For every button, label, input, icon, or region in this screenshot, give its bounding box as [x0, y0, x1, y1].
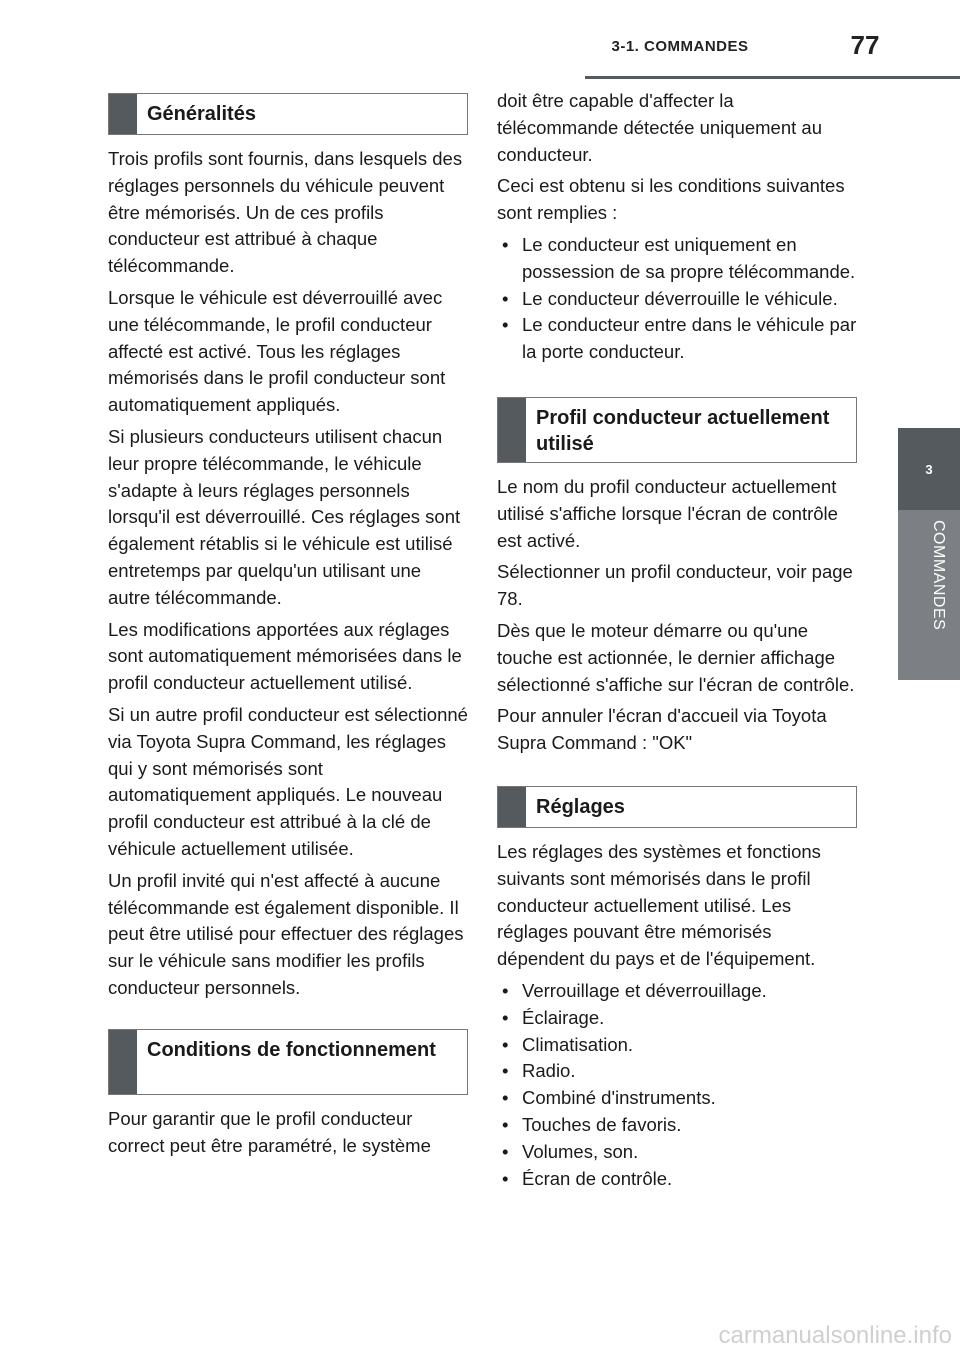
section-title: 3-1. COMMANDES: [611, 38, 749, 55]
heading-bar: [498, 398, 526, 462]
conditions-list: [497, 232, 857, 366]
header-rule: [585, 76, 960, 79]
heading-text: Profil conducteur actuellement utilisé: [536, 406, 830, 455]
heading-profil: [497, 397, 857, 463]
paragraph: doit être capable d'affecter la télécommande détectée uniquement au conducteur.: [497, 90, 822, 165]
paragraph: Ceci est obtenu si les conditions suivantes sont remplies :: [497, 175, 845, 224]
paragraph: Le nom du profil conducteur actuellement utilisé s'affiche lorsque l'écran de contrôle est activé.: [497, 475, 838, 551]
chapter-tab: [898, 428, 960, 510]
list-item: • Volumes, son.: [497, 1139, 857, 1166]
heading-text: Généralités: [147, 103, 256, 125]
paragraph: Dès que le moteur démarre ou qu'une touche est actionnée, le dernier affichage sélectionné s'affiche sur l'écran de contrôle.: [497, 619, 855, 695]
paragraph: Les réglages des systèmes et fonctions suivants sont mémorisés dans le profil conducteur actuellement utilisé. Les réglages pouvant être mémorisés dépendent du pays et de l'équipement.: [497, 840, 821, 970]
heading-conditions: [108, 1029, 468, 1095]
paragraph: Lorsque le véhicule est déverrouillé avec une télécommande, le profil conducteur affecté est activé. Tous les réglages mémorisés dans le profil conducteur sont automatiquement appliqués.: [108, 286, 446, 416]
chapter-label: COMMANDES: [930, 520, 947, 631]
paragraph: Si un autre profil conducteur est sélectionné via Toyota Supra Command, les réglages qui y sont mémorisés sont automatiquement appliqués. Le nouveau profil conducteur est attribué à la clé de véhicule actuellement utilisée.: [108, 703, 468, 859]
list-item: • Verrouillage et déverrouillage.: [497, 978, 857, 1005]
list-item: • Écran de contrôle.: [497, 1166, 857, 1193]
page-number: 77: [850, 30, 880, 60]
heading-bar: [109, 1030, 137, 1094]
list-item: • Le conducteur est uniquement en possession de sa propre télécommande.: [497, 232, 857, 286]
paragraph: Si plusieurs conducteurs utilisent chacun leur propre télécommande, le véhicule s'adapte à leurs réglages personnels lorsqu'il est déverrouillé. Ces réglages sont également rétablis si le véhicule est utilisé entretemps par quelqu'un utilisant une autre télécommande.: [108, 425, 461, 608]
list-item: • Climatisation.: [497, 1032, 857, 1059]
left-column: [108, 93, 468, 1164]
heading-generalites: [108, 93, 468, 135]
list-item: • Le conducteur déverrouille le véhicule.: [497, 286, 857, 313]
paragraph: Trois profils sont fournis, dans lesquels des réglages personnels du véhicule peuvent être mémorisés. Un de ces profils conducteur est attribué à chaque télécommande.: [108, 148, 463, 277]
paragraph: Les modifications apportées aux réglages sont automatiquement mémorisées dans le profil conducteur actuellement utilisé.: [108, 618, 462, 694]
list-item: • Combiné d'instruments.: [497, 1085, 857, 1112]
heading-bar: [498, 787, 526, 827]
watermark[interactable]: carmanualsonline.info: [718, 1322, 952, 1349]
list-item: • Éclairage.: [497, 1005, 857, 1032]
paragraph: Sélectionner un profil conducteur, voir page 78.: [497, 561, 853, 610]
paragraph: Un profil invité qui n'est affecté à aucune télécommande est également disponible. Il peut être utilisé pour effectuer des réglages sur le véhicule sans modifier les profils conducteur personnels.: [108, 869, 464, 998]
paragraph: Pour garantir que le profil conducteur correct peut être paramétré, le système: [108, 1107, 431, 1156]
chapter-number: 3: [925, 461, 933, 477]
right-column: [497, 88, 857, 1197]
heading-reglages: [497, 786, 857, 828]
paragraph: Pour annuler l'écran d'accueil via Toyota Supra Command : "OK": [497, 705, 827, 754]
reglages-list: [497, 978, 857, 1192]
list-item: • Radio.: [497, 1058, 857, 1085]
list-item: • Le conducteur entre dans le véhicule par la porte conducteur.: [497, 312, 857, 366]
heading-bar: [109, 94, 137, 134]
heading-text: Conditions de fonctionnement: [147, 1038, 436, 1061]
list-item: • Touches de favoris.: [497, 1112, 857, 1139]
heading-text: Réglages: [536, 795, 625, 818]
